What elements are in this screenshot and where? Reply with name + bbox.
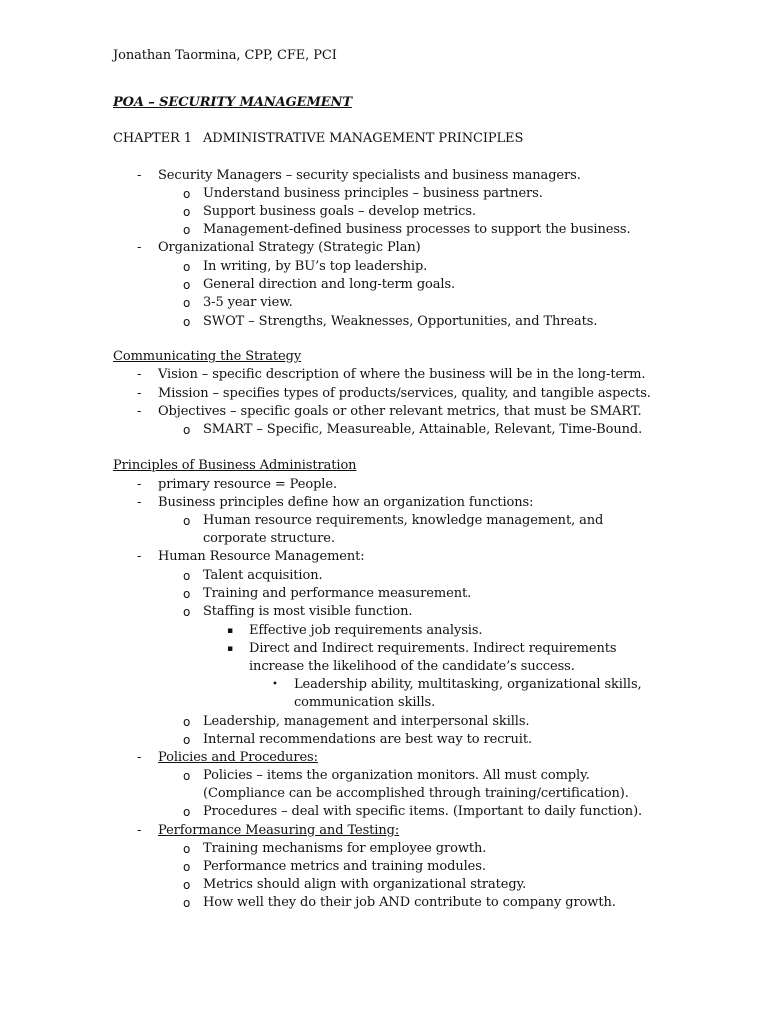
circle-bullet: o [183,187,191,201]
list-item: Performance metrics and training modules. [203,859,486,874]
document-title: POA – SECURITY MANAGEMENT [113,95,352,110]
list-item: Human resource requirements, knowledge management, and [203,513,604,528]
list-item: SWOT – Strengths, Weaknesses, Opportunities, and Threats. [203,314,598,329]
circle-bullet: o [183,315,191,329]
list-item: Metrics should align with organizational strategy. [203,877,527,892]
list-item: primary resource = People. [158,477,337,492]
list-item: Training mechanisms for employee growth. [203,841,487,856]
circle-bullet: o [183,605,191,619]
circle-bullet: o [183,296,191,310]
circle-bullet: o [183,896,191,910]
dash-bullet: - [137,823,142,838]
list-item: Leadership, management and interpersonal skills. [203,714,530,729]
section-heading-principles: Principles of Business Administration [113,458,357,473]
dash-bullet: - [137,477,142,492]
dash-bullet: - [137,168,142,183]
list-item: Objectives – specific goals or other relevant metrics, that must be SMART. [158,404,642,419]
circle-bullet: o [183,842,191,856]
list-item: Policies – items the organization monitors. All must comply. [203,768,590,783]
circle-bullet: o [183,860,191,874]
list-item: Mission – specifies types of products/services, quality, and tangible aspects. [158,386,651,401]
circle-bullet: o [183,805,191,819]
list-item-continuation: communication skills. [294,695,436,710]
list-item: Training and performance measurement. [203,586,472,601]
circle-bullet: o [183,715,191,729]
list-item: Understand business principles – business partners. [203,186,543,201]
list-item: Internal recommendations are best way to recruit. [203,732,533,747]
dash-bullet: - [137,386,142,401]
circle-bullet: o [183,423,191,437]
list-item: Management-defined business processes to support the business. [203,222,631,237]
list-item: Business principles define how an organization functions: [158,495,534,510]
list-item: SMART – Specific, Measureable, Attainable, Relevant, Time-Bound. [203,422,643,437]
chapter-number: CHAPTER 1 [113,131,192,146]
section-heading-communicating: Communicating the Strategy [113,349,302,364]
circle-bullet: o [183,569,191,583]
subheading-policies: Policies and Procedures: [158,750,318,765]
list-item: Organizational Strategy (Strategic Plan) [158,240,421,255]
circle-bullet: o [183,733,191,747]
dot-bullet: • [272,679,278,690]
list-item: Vision – specific description of where the business will be in the long-term. [158,367,646,382]
list-item: Effective job requirements analysis. [249,623,483,638]
circle-bullet: o [183,205,191,219]
list-item: Talent acquisition. [203,568,323,583]
list-item-continuation: (Compliance can be accomplished through training/certification). [203,786,629,801]
dash-bullet: - [137,404,142,419]
chapter-name: ADMINISTRATIVE MANAGEMENT PRINCIPLES [203,131,524,146]
circle-bullet: o [183,223,191,237]
list-item-continuation: increase the likelihood of the candidate’s success. [249,659,575,674]
list-item: Security Managers – security specialists and business managers. [158,168,581,183]
dash-bullet: - [137,240,142,255]
author-line: Jonathan Taormina, CPP, CFE, PCI [113,48,337,63]
dash-bullet: - [137,750,142,765]
list-item: Leadership ability, multitasking, organizational skills, [294,677,642,692]
circle-bullet: o [183,878,191,892]
list-item: In writing, by BU’s top leadership. [203,259,428,274]
dash-bullet: - [137,549,142,564]
square-bullet: ▪ [227,626,234,636]
dash-bullet: - [137,367,142,382]
circle-bullet: o [183,514,191,528]
list-item: Procedures – deal with specific items. (Important to daily function). [203,804,643,819]
circle-bullet: o [183,769,191,783]
subheading-performance: Performance Measuring and Testing: [158,823,400,838]
square-bullet: ▪ [227,644,234,654]
list-item: Support business goals – develop metrics. [203,204,476,219]
list-item: 3-5 year view. [203,295,293,310]
list-item: Human Resource Management: [158,549,365,564]
list-item: Staffing is most visible function. [203,604,413,619]
list-item: General direction and long-term goals. [203,277,456,292]
dash-bullet: - [137,495,142,510]
list-item: Direct and Indirect requirements. Indirect requirements [249,641,617,656]
circle-bullet: o [183,587,191,601]
list-item: How well they do their job AND contribute to company growth. [203,895,616,910]
list-item-continuation: corporate structure. [203,531,335,546]
chapter-heading [113,130,523,148]
circle-bullet: o [183,278,191,292]
circle-bullet: o [183,260,191,274]
